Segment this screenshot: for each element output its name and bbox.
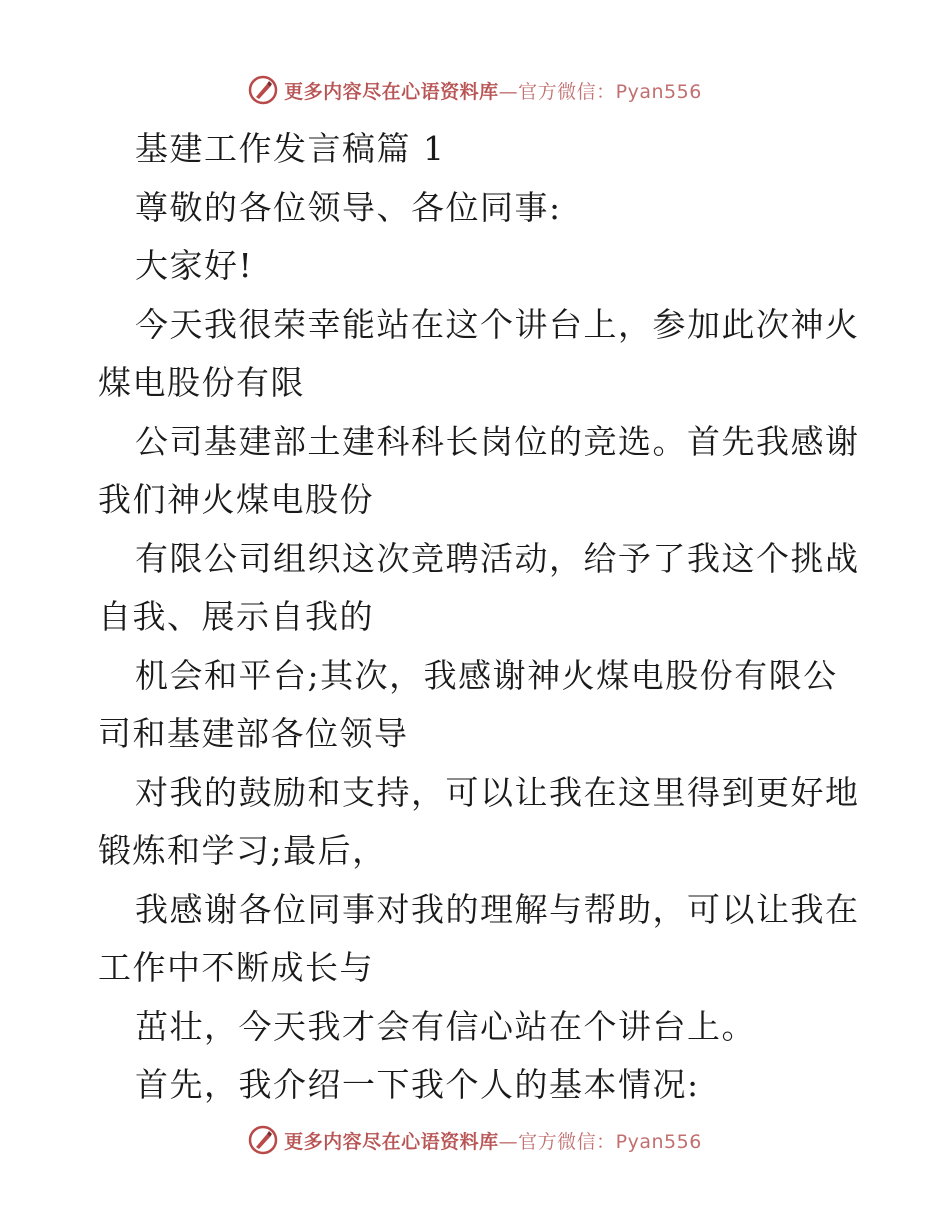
watermark-text: 更多内容尽在心语资料库—官方微信：Pyan556	[284, 80, 702, 103]
footer-watermark	[0, 1120, 950, 1160]
text-line: 首先，我介绍一下我个人的基本情况:	[135, 1065, 700, 1104]
text-line: 自我、展示自我的	[98, 597, 374, 636]
document-body	[98, 120, 858, 1115]
text-line: 大家好!	[135, 246, 254, 285]
text-line: 煤电股份有限	[98, 363, 305, 402]
pen-logo-icon	[248, 75, 278, 105]
text-line: 公司基建部土建科科长岗位的竞选。首先我感谢	[135, 421, 860, 461]
text-line: 我感谢各位同事对我的理解与帮助，可以让我在	[135, 889, 860, 929]
header-watermark	[0, 70, 950, 110]
text-line: 机会和平台;其次，我感谢神火煤电股份有限公	[135, 655, 838, 695]
pen-logo-icon	[248, 1125, 278, 1155]
text-line: 尊敬的各位领导、各位同事:	[135, 187, 562, 227]
text-line: 对我的鼓励和支持，可以让我在这里得到更好地	[135, 772, 860, 812]
text-line: 我们神火煤电股份	[98, 480, 374, 519]
watermark-text: 更多内容尽在心语资料库—官方微信：Pyan556	[284, 1130, 702, 1153]
text-line: 有限公司组织这次竞聘活动，给予了我这个挑战	[135, 538, 860, 578]
text-line: 锻炼和学习;最后，	[98, 831, 387, 870]
text-line: 司和基建部各位领导	[98, 714, 409, 753]
text-line: 茁壮，今天我才会有信心站在个讲台上。	[135, 1006, 756, 1046]
text-line: 今天我很荣幸能站在这个讲台上，参加此次神火	[135, 304, 860, 344]
text-line: 基建工作发言稿篇 1	[135, 129, 446, 168]
text-line: 工作中不断成长与	[98, 948, 374, 987]
